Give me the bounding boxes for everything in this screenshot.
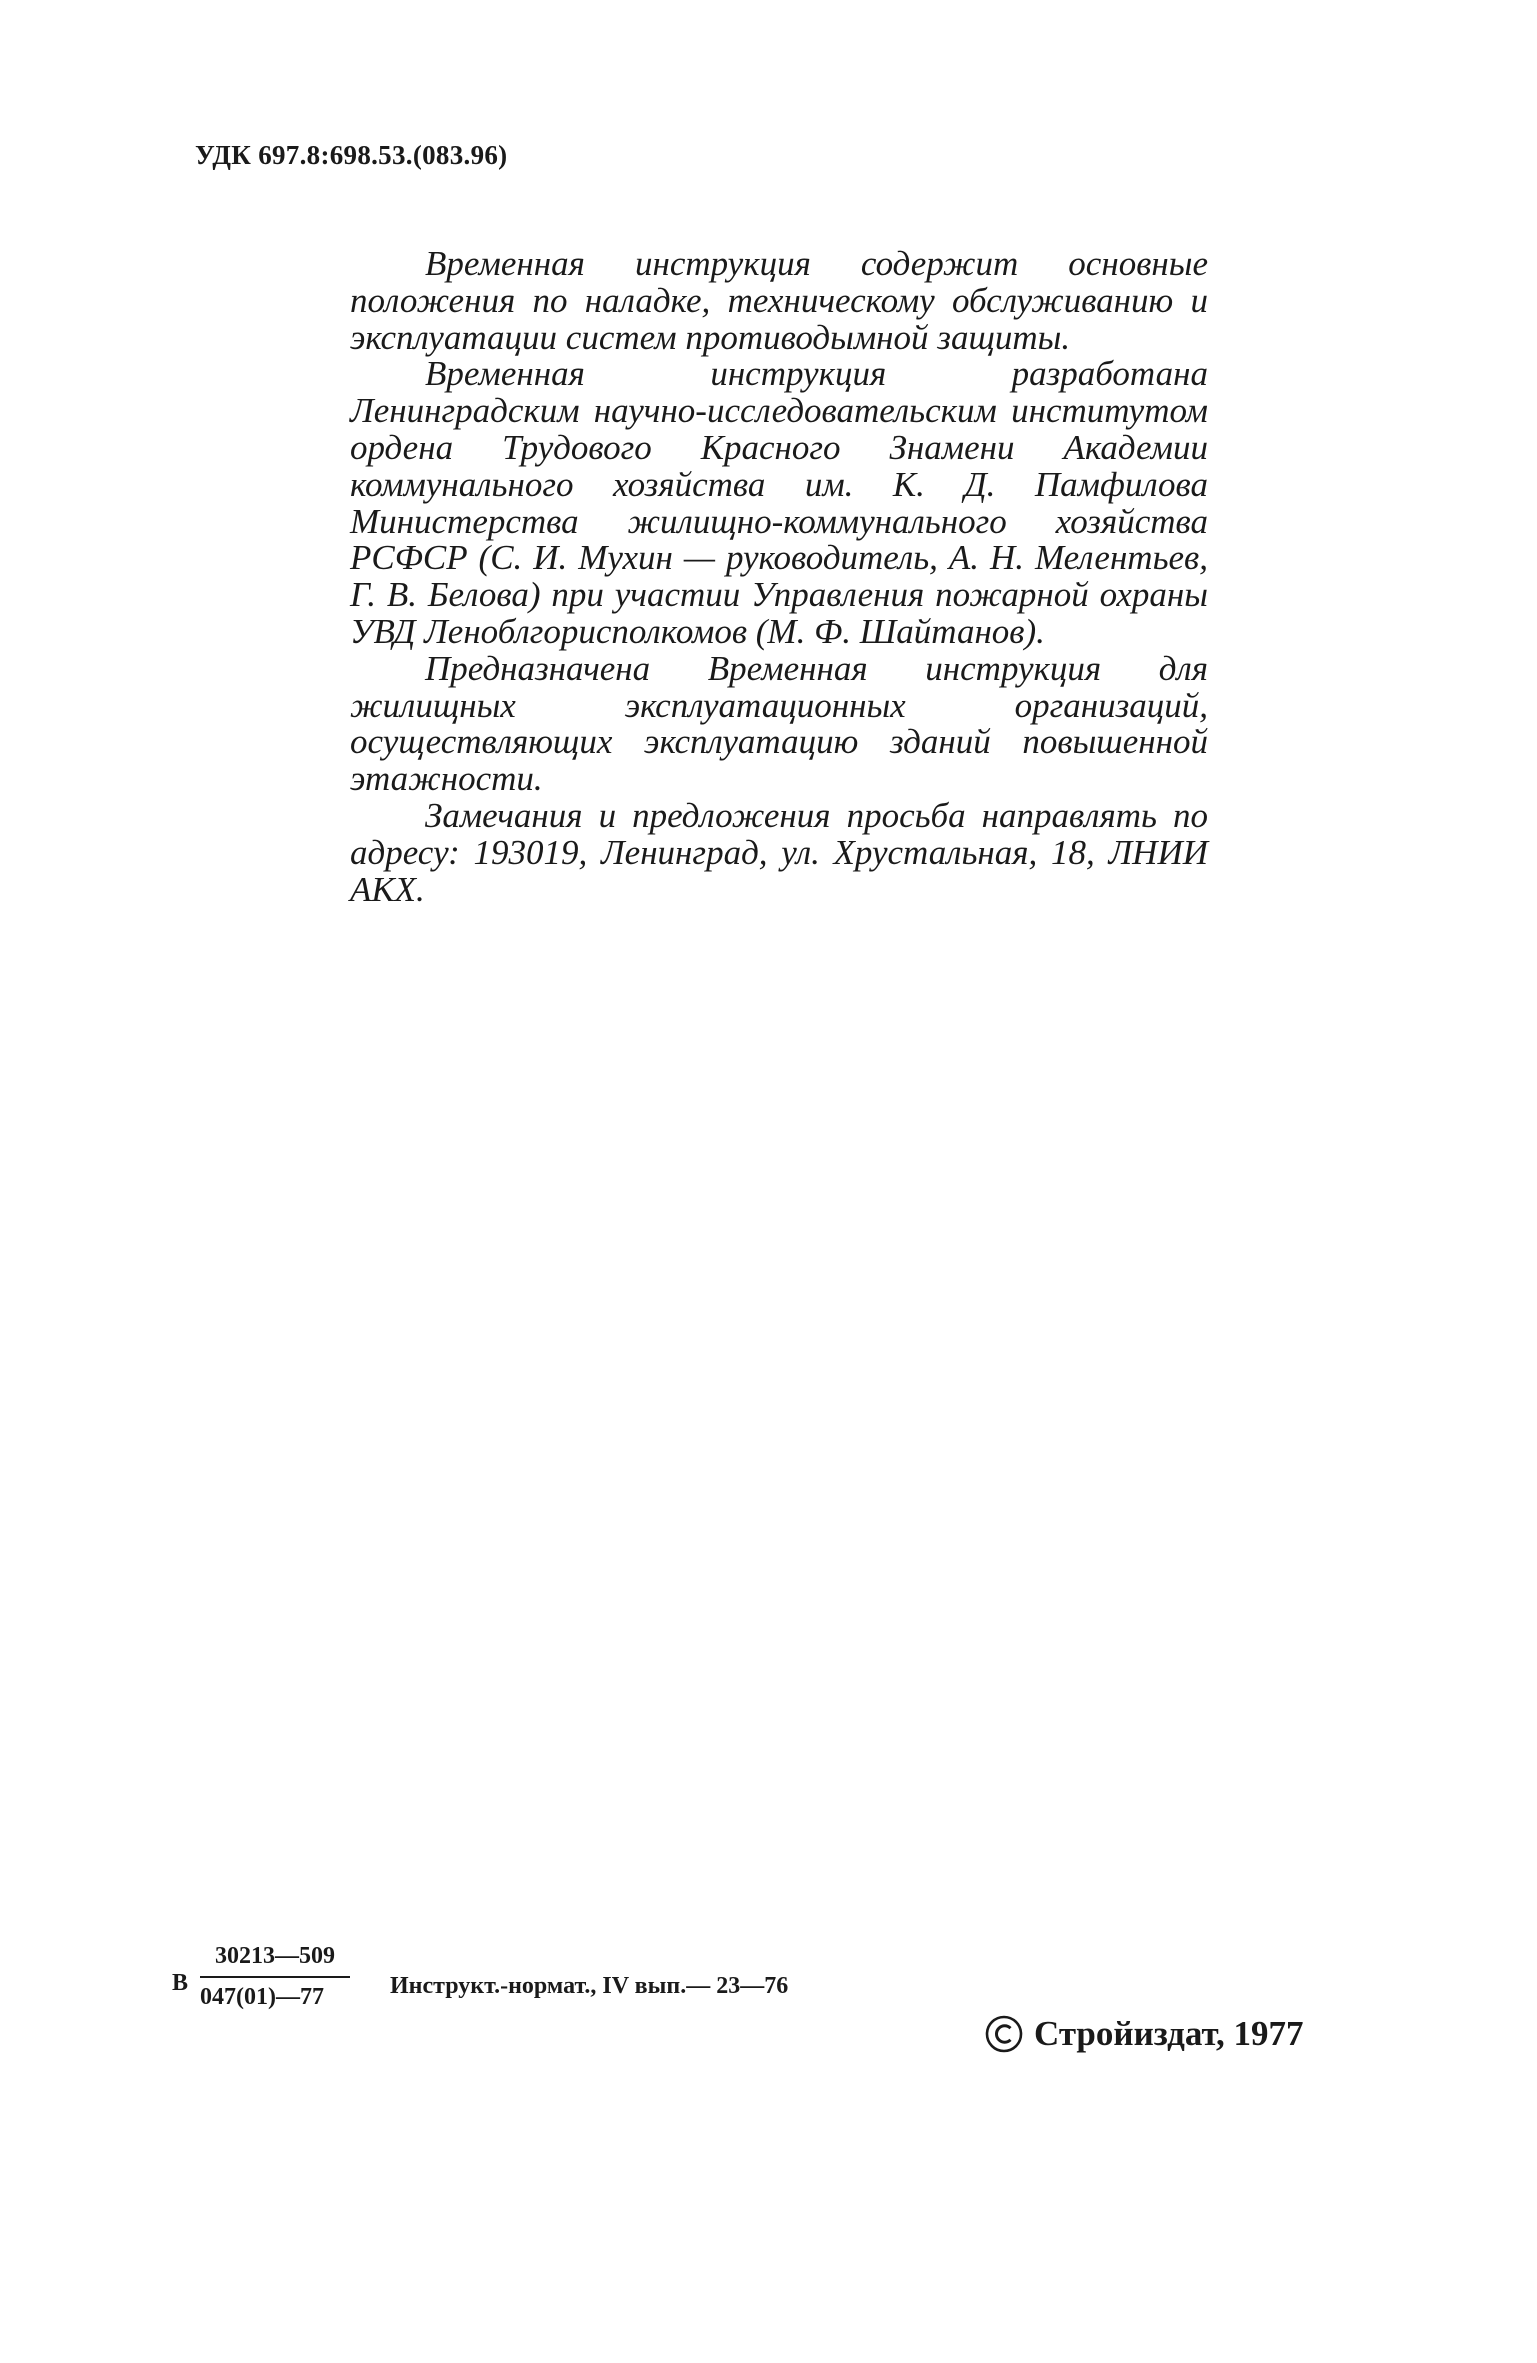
copyright-line bbox=[984, 2014, 1304, 2054]
annotation-paragraph-feedback: Замечания и предложения просьба направлять по адресу: 193019, Ленинград, ул. Хрустальная, 18, ЛНИИ АКХ. bbox=[350, 795, 1208, 909]
imprint-denominator: 047(01)—77 bbox=[200, 1984, 324, 2010]
annotation-block bbox=[350, 246, 1208, 908]
imprint-numerator: 30213—509 bbox=[200, 1943, 350, 1978]
copyright-icon bbox=[984, 2014, 1024, 2054]
imprint-series: Инструкт.-нормат., IV вып.— 23—76 bbox=[390, 1973, 789, 1999]
annotation-paragraph-purpose: Временная инструкция содержит основные положения по наладке, техническому обслуживанию и эксплуатации систем противодымной защиты. bbox=[350, 244, 1208, 357]
imprint-index-letter: В bbox=[172, 1970, 189, 1996]
udk-code: УДК 697.8:698.53.(083.96) bbox=[195, 140, 508, 170]
annotation-paragraph-authors: Временная инструкция разработана Ленинградским научно-исследовательским институтом ордена Трудового Красного Знамени Академии коммунального хозяйства им. К. Д. Памфилова Министерства жилищно-коммунального хозяйства РСФСР (С. И. Мухин — руководитель, А. Н. Мелентьев, Г. В. Белова) при участии Управления пожарной охраны УВД Леноблгорисполкомов (М. Ф. Шайтанов). bbox=[350, 354, 1208, 651]
annotation-paragraph-audience: Предназначена Временная инструкция для жилищных эксплуатационных организаций, осуществляющих эксплуатацию зданий повышенной этажности. bbox=[350, 648, 1208, 799]
copyright-publisher: Стройиздат, 1977 bbox=[1034, 2014, 1304, 2053]
imprint-fraction bbox=[200, 1943, 350, 2011]
